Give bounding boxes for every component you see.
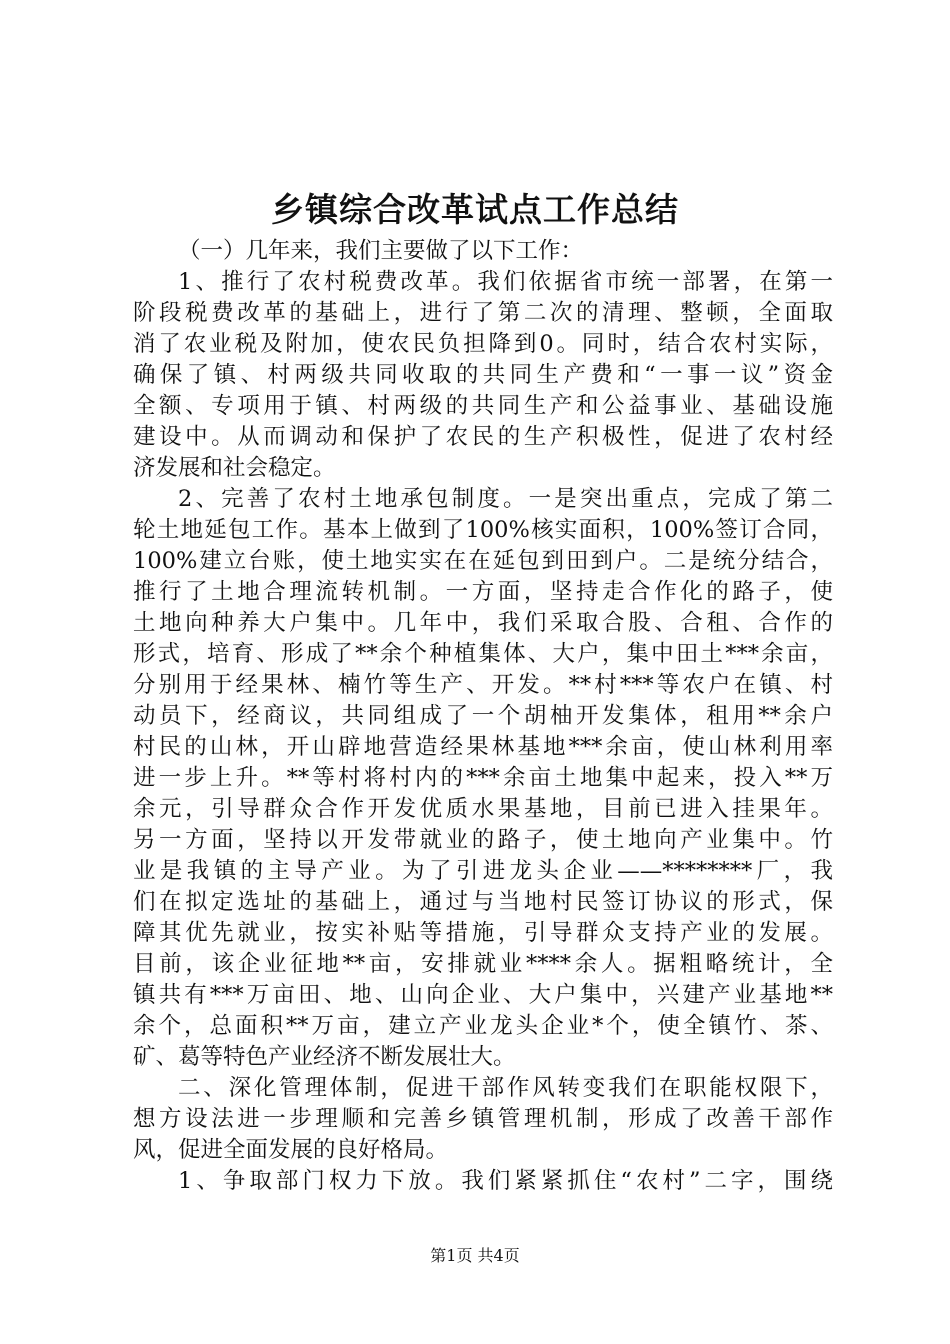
text-line: 另一方面，坚持以开发带就业的路子，使土地向产业集中。竹 (133, 827, 833, 853)
text-line: 分别用于经果林、楠竹等生产、开发。**村***等农户在镇、村 (133, 672, 833, 698)
document-body (133, 236, 833, 1197)
text-line: 土地向种养大户集中。几年中，我们采取合股、合租、合作的 (133, 610, 833, 636)
document-title: 乡镇综合改革试点工作总结 (271, 190, 679, 229)
text-line: 村民的山林，开山辟地营造经果林基地***余亩，使山林利用率 (133, 734, 833, 760)
text-line: 业是我镇的主导产业。为了引进龙头企业——********厂，我 (133, 858, 833, 884)
text-line: 阶段税费改革的基础上，进行了第二次的清理、整顿，全面取 (133, 300, 833, 326)
text-line: 确保了镇、村两级共同收取的共同生产费和“一事一议”资金 (133, 362, 833, 388)
text-line: 形式，培育、形成了**余个种植集体、大户，集中田土***余亩， (133, 641, 833, 667)
text-line: 100%建立台账，使土地实实在在延包到田到户。二是统分结合， (133, 548, 833, 574)
text-line: 们在拟定选址的基础上，通过与当地村民签订协议的形式，保 (133, 889, 833, 915)
text-line: 余元，引导群众合作开发优质水果基地，目前已进入挂果年。 (133, 796, 833, 822)
text-line: 动员下，经商议，共同组成了一个胡柚开发集体，租用**余户 (133, 703, 833, 729)
text-line: 二、深化管理体制，促进干部作风转变我们在职能权限下， (178, 1075, 833, 1101)
text-line: 障其优先就业，按实补贴等措施，引导群众支持产业的发展。 (133, 920, 833, 946)
text-line: 建设中。从而调动和保护了农民的生产积极性，促进了农村经 (133, 424, 833, 450)
text-line: 全额、专项用于镇、村两级的共同生产和公益事业、基础设施 (133, 393, 833, 419)
text-line: 想方设法进一步理顺和完善乡镇管理机制，形成了改善干部作 (133, 1106, 833, 1132)
text-line: 进一步上升。**等村将村内的***余亩土地集中起来，投入**万 (133, 765, 833, 791)
text-line: 目前，该企业征地**亩，安排就业****余人。据粗略统计，全 (133, 951, 833, 977)
page-number-footer: 第1页 共4页 (430, 1246, 520, 1265)
text-line: 1、推行了农村税费改革。我们依据省市统一部署，在第一 (178, 269, 833, 295)
text-line: 1、争取部门权力下放。我们紧紧抓住“农村”二字，围绕 (178, 1168, 833, 1194)
text-line: 消了农业税及附加，使农民负担降到0。同时，结合农村实际， (133, 331, 833, 357)
text-line: 2、完善了农村土地承包制度。一是突出重点，完成了第二 (178, 486, 833, 512)
text-line: 推行了土地合理流转机制。一方面，坚持走合作化的路子，使 (133, 579, 833, 605)
text-line: 余个，总面积**万亩，建立产业龙头企业*个，使全镇竹、茶、 (133, 1013, 833, 1039)
text-line: 矿、葛等特色产业经济不断发展壮大。 (133, 1044, 516, 1070)
text-line: 轮土地延包工作。基本上做到了100%核实面积，100%签订合同， (133, 517, 833, 543)
text-line: （一）几年来，我们主要做了以下工作： (178, 238, 584, 264)
text-line: 镇共有***万亩田、地、山向企业、大户集中，兴建产业基地** (133, 982, 833, 1008)
text-line: 风，促进全面发展的良好格局。 (133, 1137, 449, 1163)
text-line: 济发展和社会稳定。 (133, 455, 336, 481)
